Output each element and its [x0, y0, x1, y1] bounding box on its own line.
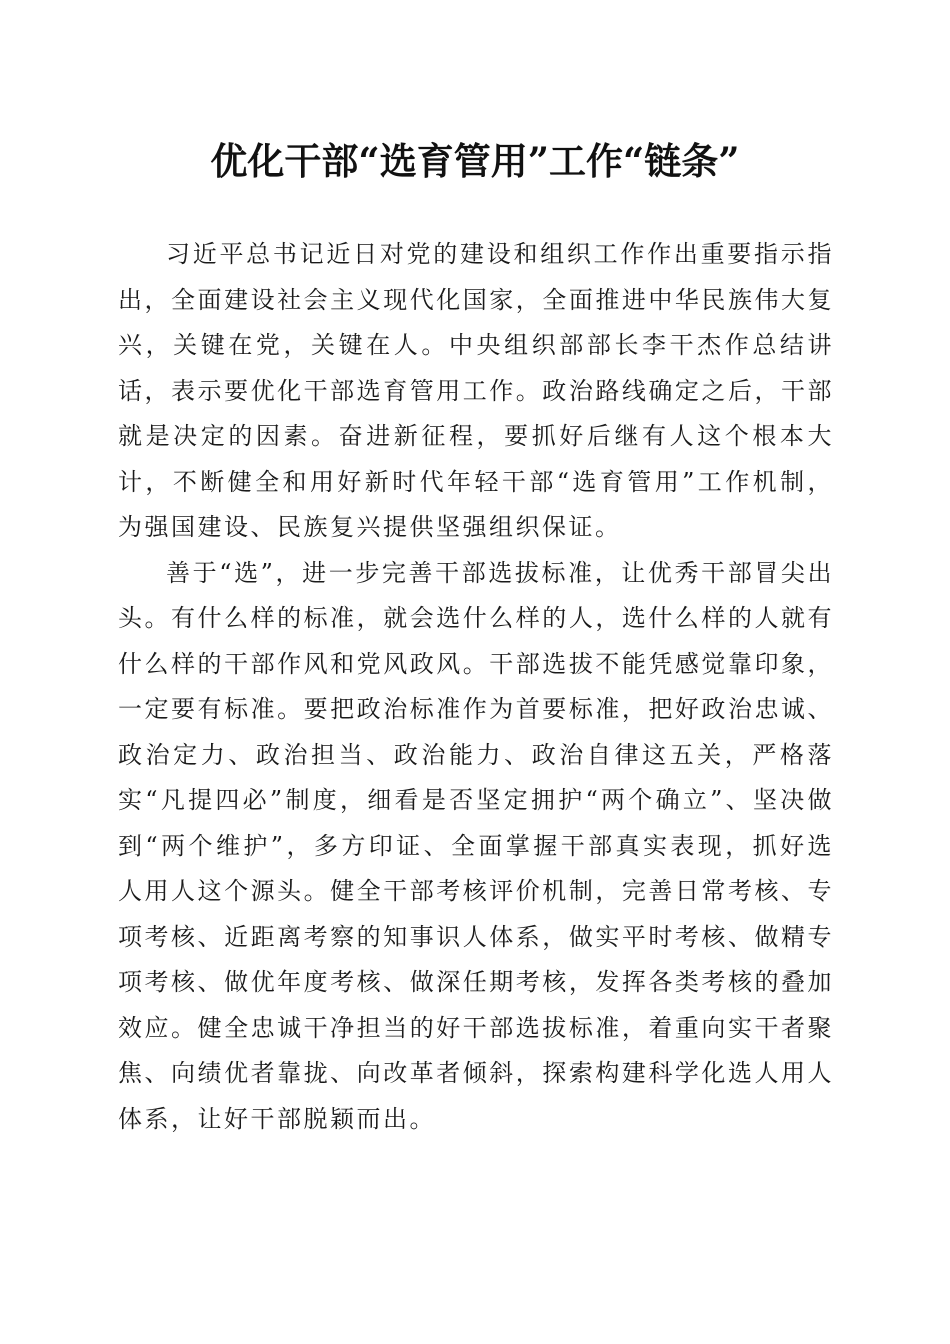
paragraph-2: 善于“选”，进一步完善干部选拔标准，让优秀干部冒尖出头。有什么样的标准，就会选什么样的人，选什么样的人就有什么样的干部作风和党风政风。干部选拔不能凭感觉靠印象，一定要有标准。要把政治标准作为首要标准，把好政治忠诚、政治定力、政治担当、政治能力、政治自律这五关，严格落实“凡提四必”制度，细看是否坚定拥护“两个确立”、坚决做到“两个维护”，多方印证、全面掌握干部真实表现，抓好选人用人这个源头。健全干部考核评价机制，完善日常考核、专项考核、近距离考察的知事识人体系，做实平时考核、做精专项考核、做优年度考核、做深任期考核，发挥各类考核的叠加效应。健全忠诚干净担当的好干部选拔标准，着重向实干者聚焦、向绩优者靠拢、向改革者倾斜，探索构建科学化选人用人体系，让好干部脱颖而出。 — [118, 558, 834, 1133]
document-body — [118, 232, 834, 1142]
paragraph-1: 习近平总书记近日对党的建设和组织工作作出重要指示指出，全面建设社会主义现代化国家，全面推进中华民族伟大复兴，关键在党，关键在人。中央组织部部长李干杰作总结讲话，表示要优化干部选育管用工作。政治路线确定之后，干部就是决定的因素。奋进新征程，要抓好后继有人这个根本大计，不断健全和用好新时代年轻干部“选育管用”工作机制，为强国建设、民族复兴提供坚强组织保证。 — [118, 240, 834, 541]
document-title: 优化干部“选育管用”工作“链条” — [210, 139, 740, 183]
